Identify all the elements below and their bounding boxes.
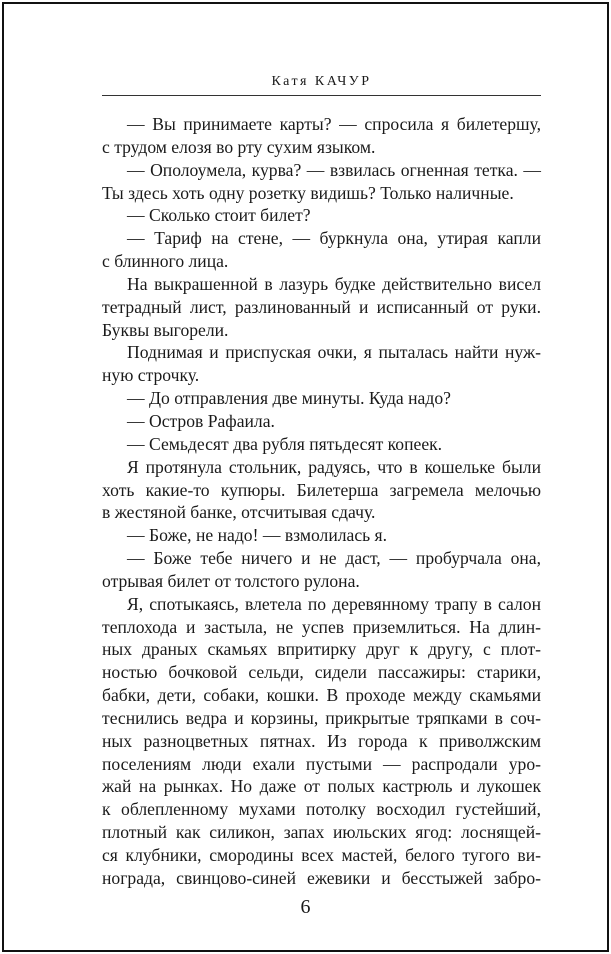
text-line: ся клубники, смородины всех мастей, белого тугого ви- bbox=[102, 845, 541, 865]
text-line: поселениям люди ехали пустыми — распродали уро- bbox=[102, 753, 541, 774]
text-line: ную строчку. bbox=[102, 365, 200, 386]
running-header-author: Катя КАЧУР bbox=[271, 74, 372, 89]
text-line: тетрадный лист, разлинованный и исписанный от руки. bbox=[102, 296, 541, 317]
text-line: — Боже, не надо! — взмолилась я. bbox=[127, 525, 388, 546]
text-line: с блинного лица. bbox=[102, 251, 229, 272]
text-line: теснились ведра и корзины, прикрытые тряпками в соч- bbox=[102, 707, 541, 728]
text-line: ных драных скамьях впритирку друг к другу, с плот- bbox=[102, 639, 541, 660]
text-line: ных разноцветных пятнах. Из города к приволжским bbox=[102, 730, 541, 751]
text-line: Я, спотыкаясь, влетела по деревянному трапу в салон bbox=[127, 593, 541, 614]
text-line: теплохода и застыла, не успев приземлиться. На длин- bbox=[102, 616, 541, 637]
text-line: жай на рынках. Но даже от полых кастрюль и лукошек bbox=[102, 776, 541, 797]
text-line: бабки, дети, собаки, кошки. В проходе между скамьями bbox=[102, 685, 541, 706]
text-line: плотный как силикон, запах июльских ягод: лоснящей- bbox=[102, 822, 541, 843]
text-line: к облепленному мухами потолку восходил густейший, bbox=[102, 799, 541, 820]
text-line: — Сколько стоит билет? bbox=[127, 205, 311, 226]
text-line: — До отправления две минуты. Куда надо? bbox=[127, 388, 451, 409]
text-line: — Семьдесят два рубля пятьдесят копеек. bbox=[127, 433, 443, 454]
text-line: хоть какие-то купюры. Билетерша загремела мелочью bbox=[102, 479, 541, 500]
text-line: — Тариф на стене, — буркнула она, утирая капли bbox=[127, 228, 541, 249]
page-body-text bbox=[102, 113, 541, 890]
text-line: в жестяной банке, отсчитывая сдачу. bbox=[102, 502, 376, 523]
text-line: На выкрашенной в лазурь будке действительно висел bbox=[127, 273, 541, 294]
header-rule bbox=[102, 95, 541, 96]
text-line: Я протянула стольник, радуясь, что в кошельке были bbox=[127, 456, 541, 477]
text-line: Поднимая и приспуская очки, я пыталась найти нуж- bbox=[127, 342, 541, 363]
text-line: — Вы принимаете карты? — спросила я билетершу, bbox=[127, 114, 541, 134]
text-line: Буквы выгорели. bbox=[102, 319, 229, 340]
text-line: — Остров Рафаила. bbox=[127, 410, 275, 431]
text-line: ностью бочковой сельди, сидели пассажиры: старики, bbox=[102, 662, 541, 683]
page-number: 6 bbox=[300, 896, 311, 918]
text-line: — Ополоумела, курва? — взвилась огненная тетка. — bbox=[127, 159, 541, 180]
text-line: — Боже тебе ничего и не даст, — пробурчала она, bbox=[127, 548, 541, 569]
text-line: отрывая билет от толстого рулона. bbox=[102, 570, 360, 591]
text-line: Ты здесь хоть одну розетку видишь? Только наличные. bbox=[102, 182, 514, 203]
text-line: с трудом елозя во рту сухим языком. bbox=[102, 136, 376, 157]
text-line: нограда, свинцово-синей ежевики и бесстыжей забро- bbox=[102, 867, 541, 888]
